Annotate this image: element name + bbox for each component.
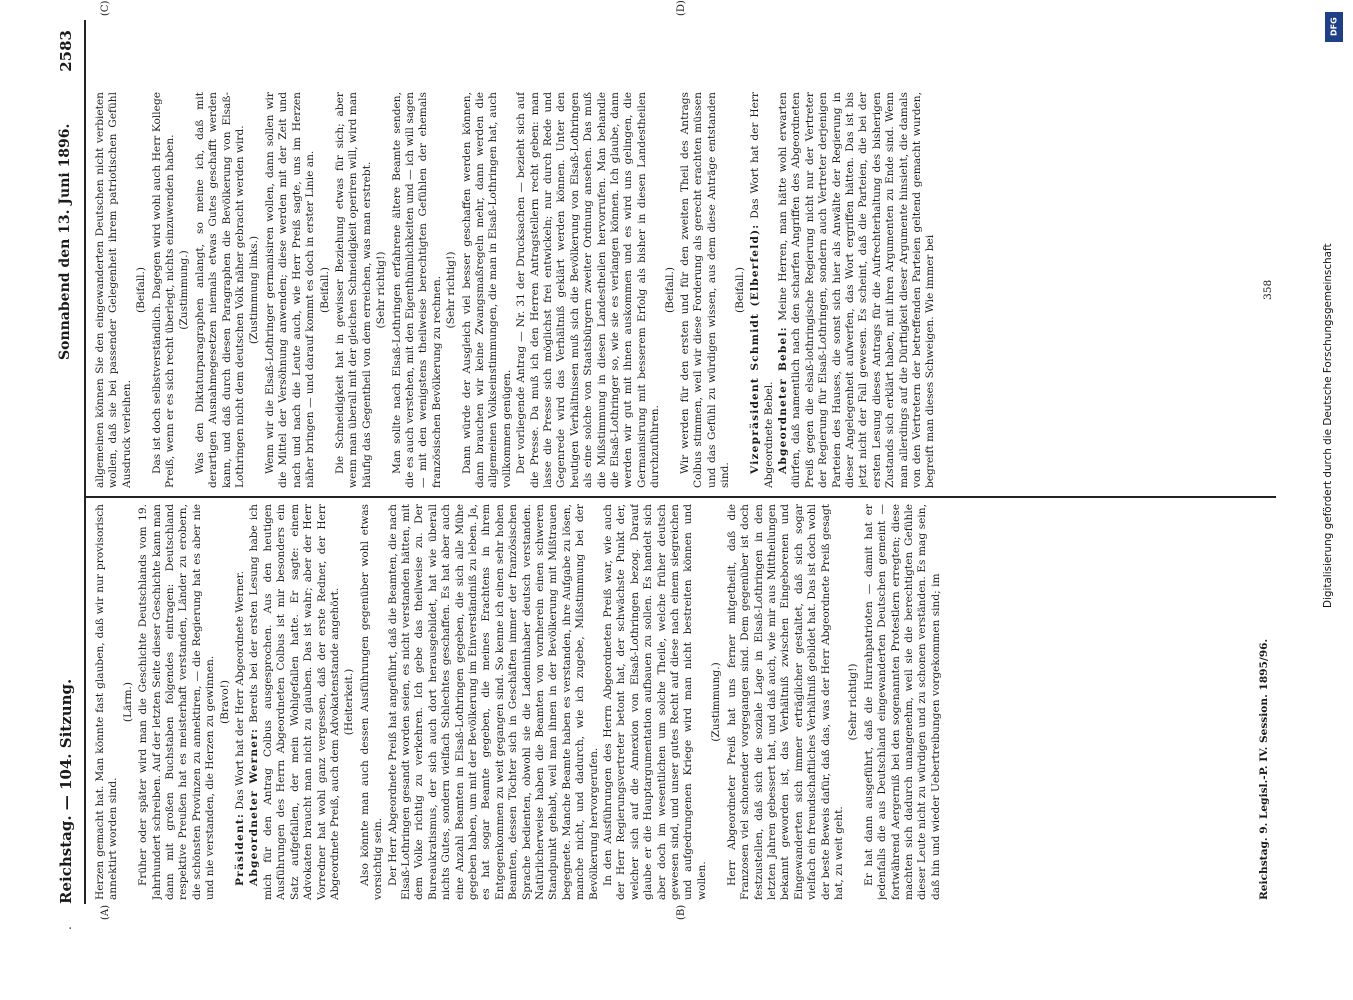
paragraph-text: Früher oder später wird man die Geschichte Deutschlands vom 19. Jahrhundert schreiben. Auf der letzten Seite dieser Geschichte kann man dann mit großen Buchstaben folgendes eintragen: Deutschland respektive Preußen hat es meisterhaft verstanden, Länder zu erobern, die schönsten Provinzen zu annektiren, — die Regierung hat es aber nie und nie verstanden, die Herzen zu gewinnen. [137,504,217,900]
paragraph [248,504,342,900]
interjection [664,92,677,488]
column-divider [86,496,1276,498]
interjection [178,92,191,488]
right-column [94,92,1274,488]
paragraph-text: Bereits bei der ersten Lesung habe ich mich für den Antrag Colbus ausgesprochen. Aus den heutigen Ausführungen des Herrn Abgeordneten Colbus ist mir besonders ein Satz aufgefallen, der mein Wohlgefallen hatte. Er sagte: einem Advokaten braucht man nicht zu glauben. Das ist wahr; aber der Herr Vorredner hat wohl ganz vergessen, daß der erste Redner, der Herr Abgeordnete Preiß, auch dem Advokatenstande angehört. [248,504,341,900]
footer-sheet-number: 358 [1262,279,1274,300]
interjection [219,504,232,900]
paragraph [863,504,943,900]
paragraph-text: (Beifall.) [135,266,148,314]
paragraph-text: Der vorliegende Antrag — Nr. 31 der Drucksachen — bezieht sich auf die Presse. Da muß ich den Herren Antragstellern recht geben: man lasse die Presse sich möglichst frei entwickeln; nur durch Rede und Gegenrede wird das Verhältniß geklärt werden können. Unter den heutigen Verhältnissen muß sich die Bevölkerung von Elsaß-Lothringen als eine solche von Staatsbürgern zweiter Ordnung ansehen. Das muß die Mißstimmung in diesen Landestheilen hervorrufen. Man behandle die Elsaß-Lothringer so, wie sie es verlangen können. Ich glaube, dann werden wir gut mit ihnen auskommen und es wird uns gelingen, die Germanisirung mit besserem Erfolg als bisher in diesen Landestheilen durchzuführen. [515,92,662,488]
speaker-name: Abgeordneter Bebel: [776,326,789,474]
paragraph-text: (Beifall.) [318,266,331,314]
interjection [343,504,356,900]
paragraph [94,504,121,900]
paragraph-text: (Beifall.) [733,266,746,314]
paragraph-text: Der Herr Abgeordnete Preiß hat angeführt, daß die Beamten, die nach Elsaß-Lothringen gesandt worden seien, es nicht verstanden hätten, mit dem Volke richtig zu verkehren. Ich gebe das theilweise zu. Der Bureaukratismus, der sich auch dort herausgebildet, hat wie überall nichts Gutes, sondern vielfach Schlechtes geschaffen. Es hat aber auch eine Anzahl Beamten in Elsaß-Lothringen gegeben, die sich alle Mühe gegeben haben, um mit der Bevölkerung im Einverständniß zu leben. Ja, es hat sogar Beamte gegeben, die meines Erachtens in ihrem Entgegenkommen zu weit gegangen sind. So kenne ich einen sehr hohen Beamten, dessen Töchter sich in Geschäften immer der französischen Sprache bedienten, obwohl sie die Ladeninhaber deutsch verstanden. Natürlicherweise haben die Beamten von vornherein einen schweren Standpunkt gehabt, weil man ihnen in der Bevölkerung mit Mißtrauen begegnete. Manche Beamte haben es verstanden, ihre Aufgabe zu lösen, manche nicht, und dadurch, wie ich zugebe, Mißstimmung bei der Bevölkerung hervorgerufen. [386,504,600,900]
paragraph-text: Herr Abgeordneter Preiß hat uns ferner mitgetheilt, daß die Franzosen viel schonender vorgegangen sind. Dem gegenüber ist doch festzustellen, daß sich die soziale Lage in Elsaß-Lothringen in den letzten Jahren gebessert hat, und daß auch, wie mir aus Mittheilungen bekannt geworden ist, das Verhältniß zwischen Eingeborenen und Eingewanderten sich immer erträglicher gestaltet, daß sich sogar vielfach ein freundschaftliches Verhältniß gebildet hat. Das ist doch wohl der beste Beweis dafür, daß das, was der Herr Abgeordnete Preiß gesagt hat, zu weit geht. [725,504,845,900]
interjection [734,92,747,488]
paragraph-text: (Lärm.) [121,681,134,723]
paragraph-text: (Heiterkeit.) [343,668,356,736]
paragraph-text: Man sollte nach Elsaß-Lothringen erfahrene ältere Beamte senden, die es auch verstehen, mit den Eigenthümlichkeiten und — ich will sagen — mit den wenigstens theilweise berechtigten Gefühlen der ehemals französischen Bevölkerung zu rechnen. [390,92,443,488]
paragraph-text: Die Schneidigkeit hat in gewisser Beziehung etwas für sich; aber wenn man überall mit der gleichen Schneidigkeit operiren will, wird man häufig das Gegentheil von dem erreichen, was man erstrebt. [333,92,373,488]
page-mark: . [60,926,74,930]
footer-session-info: Reichstag. 9. Legisl.-P. IV. Session. 1895/96. [1258,638,1270,900]
paragraph-text: (Zustimmung links.) [248,235,261,345]
interjection [375,92,388,488]
header-date: Sonnabend den 13. Juni 1896. [57,123,73,360]
paragraph-text: Was den Diktaturparagraphen anlangt, so meine ich, daß mit derartigen Ausnahmegesetzen niemals etwas Gutes geschafft werden kann, und daß durch diesen Paragraphen die Bevölkerung von Elsaß-Lothringen nicht dem deutschen Volk näher gebracht werden wird. [193,92,247,488]
paragraph [777,92,938,488]
paragraph [234,504,247,900]
interjection [710,504,723,900]
digitization-credit: Digitalisierung gefördert durch die Deutsche Forschungsgemeinschaft [1322,243,1334,608]
interjection [122,504,135,900]
paragraph-text: (Sehr richtig!) [445,251,458,329]
paragraph [515,92,662,488]
paragraph-text: Herzen gemacht hat. Man könnte fast glauben, daß wir nur provisorisch annektirt worden sind. [94,504,120,900]
paragraph-text: Wir werden für den ersten und für den zweiten Theil des Antrags Colbus stimmen, weil wir diese Forderung als gerecht erachten müssen und das Gefühl zu würdigen wissen, aus dem diese Anträge entstanden sind. [679,92,732,488]
paragraph-text: Wenn wir die Elsaß-Lothringer germanisiren wollen, dann sollen wir die Mittel der Versöhnung anwenden; diese werden mit der Zeit und nach und nach die Leute auch, wie Herr Preiß sagte, uns im Herzen näher bringen — und darauf kommt es doch in erster Linie an. [263,92,317,488]
paragraph [749,92,776,488]
paragraph-text: Er hat dann ausgeführt, daß die Hurrahpatrioten — damit hat er jedenfalls die aus Deutschland eingewanderten Deutschen gemeint — fortwährend Aergerniß bei den sogenannten Protestlern erregten; diese machten sich dadurch unangenehm, weil sie die berechtigten Gefühle dieser Leute nicht zu würdigen und zu schonen verständen. Es mag sein, daß hin und wieder Uebertreibungen vorgekommen sind; im [862,504,942,900]
paragraph [194,92,248,488]
margin-mark-c: (C) [100,0,111,16]
paragraph-text: allgemeinen können Sie den eingewanderten Deutschen nicht verbieten wollen, daß sie bei passender Gelegenheit ihrem patriotischen Gefühl Ausdruck verleihen. [94,92,133,488]
dfg-logo-icon [1325,12,1343,42]
interjection [319,92,332,488]
interjection [445,92,458,488]
digitization-strip [1316,0,1353,1000]
paragraph-text: Das ist doch selbstverständlich. Dagegen wird wohl auch Herr Kollege Preiß, wenn er es sich recht überlegt, nichts einzuwenden haben. [150,92,177,488]
paragraph [137,504,217,900]
paragraph [602,504,709,900]
paragraph-text: (Zustimmung.) [710,662,723,742]
paragraph [679,92,733,488]
paragraph [151,92,178,488]
paragraph-text: Dann würde der Ausgleich viel besser geschaffen werden können, dann brauchen wir keine Zwangsmaßregeln mehr, dann werden die allgemeinen Volkseinstimmungen, die man in Elsaß-Lothringen hat, auch vollkommen genügen. [460,92,513,488]
paragraph-text: Das Wort hat der Herr Abgeordnete Bebel. [749,92,775,488]
paragraph-text: (Sehr richtig!) [375,251,388,329]
paragraph [461,92,515,488]
paragraph-text: (Bravo!) [218,679,231,725]
dfg-logo-text: DFG [1329,17,1339,37]
paragraph [359,504,386,900]
header-page-number: 2583 [57,30,75,72]
speaker-name: Abgeordneter Werner: [248,727,261,886]
paragraph-text: In den Ausführungen des Herrn Abgeordneten Preiß war, wie auch der Herr Regierungsvertreter betont hat, der schwächste Punkt der, welcher sich auf die Annexion von Elsaß-Lothringen bezog. Darauf glaube er die Hauptargumentation aufbauen zu sollen. Es handelt sich aber doch im wesentlichen um solche Theile, welche früher deutsch gewesen sind, und unser gutes Recht auf diese nach einem siegreichen und aufgedrungenen Kriege wird man nicht bestreiten können und wollen. [602,504,708,900]
paragraph-text: Das Wort hat der Herr Abgeordnete Werner. [234,571,247,813]
interjection [248,92,261,488]
paragraph [726,504,847,900]
speaker-name: Präsident: [234,812,247,886]
paragraph-text: (Zustimmung.) [178,250,191,330]
speaker-name: Vizepräsident Schmidt (Elberfeld): [749,223,762,474]
paragraph [387,504,602,900]
paragraph-text: Meine Herren, man hätte wohl erwarten dürfen, daß namentlich nach den scharfen Angriffen des Abgeordneten Preiß gegen die elsaß-lothringische Regierung nicht nur der Vertreter der Regierung für Elsaß-Lothringen, sondern auch Vertreter derjenigen Parteien des Hauses, die sonst sich hier als Anwälte der Regierung in dieser Angelegenheit aufwerfen, das Wort ergriffen hätten. Das ist bis jetzt nicht der Fall gewesen. Es scheint, daß die Parteien, die bei der ersten Lesung dieses Antrags für die Aufrechterhaltung des bisherigen Zustands sich erklärt haben, mit ihren Argumenten zu Ende sind. Wenn man allerdings auf die Dürftigkeit dieser Argumente hinsieht, die damals von den Vertretern der betreffenden Parteien geltend gemacht wurden, begreift man dieses Schweigen. Wie immer bei [776,92,937,488]
margin-mark-d: (D) [676,0,687,16]
header-rule [84,20,86,904]
paragraph [391,92,445,488]
header-session: Reichstag. — 104. Sitzung. [57,678,75,904]
margin-mark-a: (A) [100,904,111,920]
left-column [94,504,1274,900]
paragraph-text: (Beifall.) [663,266,676,314]
interjection [135,92,148,488]
interjection [847,504,860,900]
paragraph [334,92,374,488]
paragraph-text: Also könnte man auch dessen Ausführungen gegenüber wohl etwas vorsichtig sein. [358,504,385,900]
paragraph-text: (Sehr richtig!) [847,663,860,741]
paragraph [94,92,134,488]
paragraph [264,92,318,488]
margin-mark-b: (B) [676,904,687,920]
page-header [55,20,81,904]
